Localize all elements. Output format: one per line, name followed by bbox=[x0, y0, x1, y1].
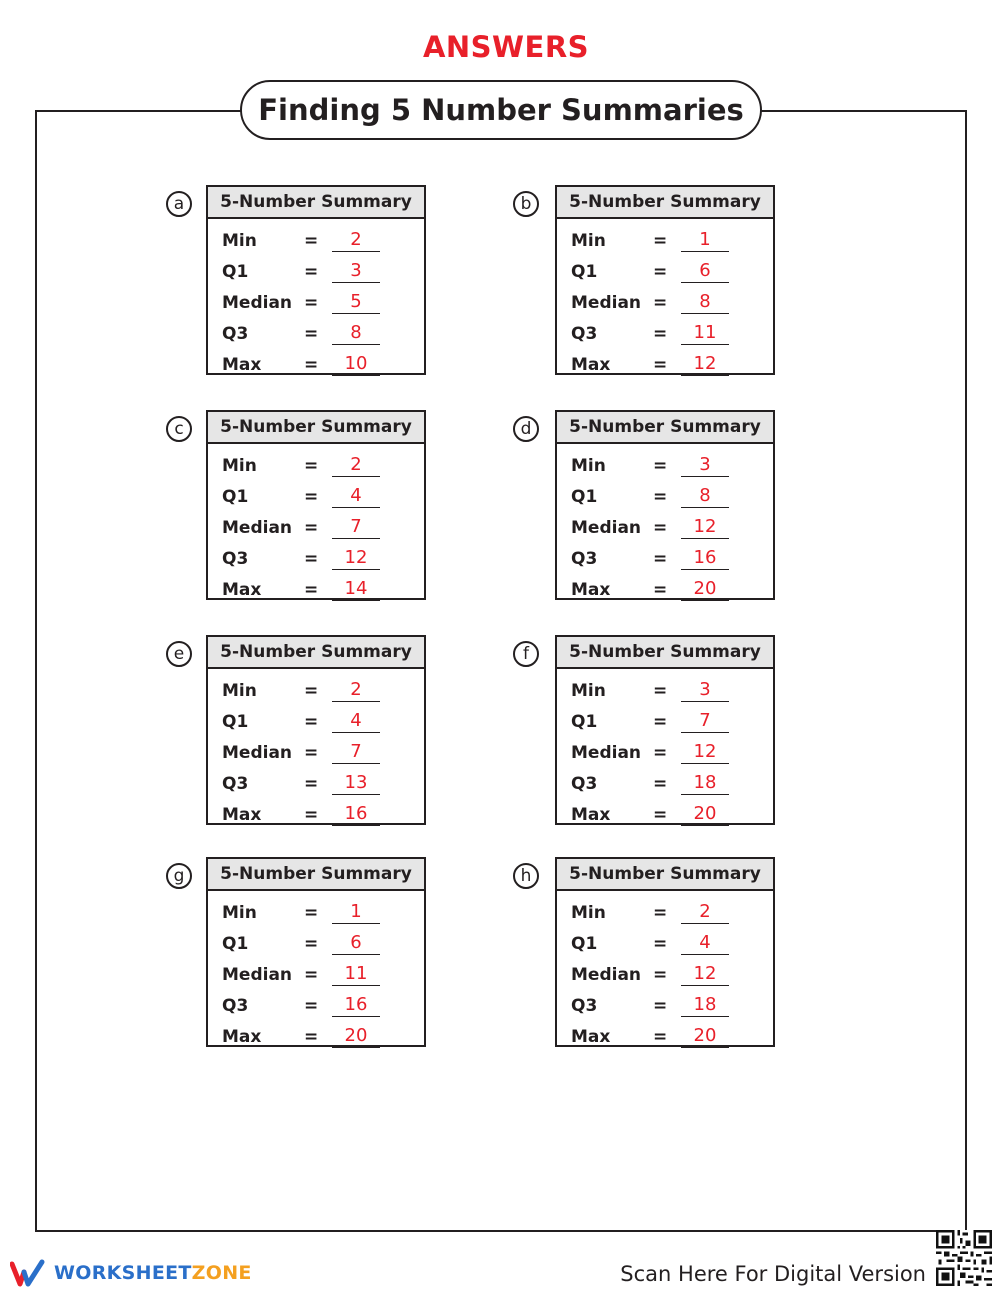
summary-row bbox=[557, 574, 773, 605]
problem-letter: e bbox=[166, 641, 192, 667]
row-label: Min bbox=[222, 903, 257, 923]
summary-row bbox=[208, 287, 424, 318]
equals-sign: = bbox=[653, 456, 668, 476]
scan-caption: Scan Here For Digital Version bbox=[620, 1262, 926, 1286]
answer-value[interactable]: 16 bbox=[332, 803, 380, 826]
answer-value[interactable]: 2 bbox=[332, 229, 380, 252]
problem-letter: d bbox=[513, 416, 539, 442]
row-label: Median bbox=[571, 293, 642, 313]
summary-row bbox=[557, 318, 773, 349]
equals-sign: = bbox=[304, 681, 319, 701]
answer-value[interactable]: 8 bbox=[681, 485, 729, 508]
equals-sign: = bbox=[653, 996, 668, 1016]
equals-sign: = bbox=[653, 293, 668, 313]
summary-row bbox=[208, 481, 424, 512]
problem-letter: g bbox=[166, 863, 192, 889]
row-label: Max bbox=[571, 580, 611, 600]
summary-row bbox=[208, 737, 424, 768]
answer-value[interactable]: 14 bbox=[332, 578, 380, 601]
equals-sign: = bbox=[653, 903, 668, 923]
answer-value[interactable]: 18 bbox=[681, 994, 729, 1017]
summary-row bbox=[557, 990, 773, 1021]
answer-value[interactable]: 11 bbox=[681, 322, 729, 345]
summary-row bbox=[208, 799, 424, 830]
equals-sign: = bbox=[304, 355, 319, 375]
summary-row bbox=[557, 349, 773, 380]
answers-heading: ANSWERS bbox=[422, 30, 590, 64]
summary-row bbox=[557, 1021, 773, 1052]
row-label: Q3 bbox=[222, 549, 249, 569]
equals-sign: = bbox=[304, 231, 319, 251]
equals-sign: = bbox=[304, 580, 319, 600]
row-label: Min bbox=[222, 231, 257, 251]
row-label: Max bbox=[571, 1027, 611, 1047]
answer-value[interactable]: 12 bbox=[681, 516, 729, 539]
summary-row bbox=[557, 799, 773, 830]
row-label: Max bbox=[222, 355, 262, 375]
equals-sign: = bbox=[304, 965, 319, 985]
row-label: Min bbox=[222, 456, 257, 476]
equals-sign: = bbox=[653, 743, 668, 763]
answer-value[interactable]: 7 bbox=[332, 516, 380, 539]
answer-value[interactable]: 12 bbox=[332, 547, 380, 570]
brand-zone: ZONE bbox=[191, 1262, 252, 1284]
equals-sign: = bbox=[653, 1027, 668, 1047]
row-label: Min bbox=[571, 903, 606, 923]
summary-row bbox=[557, 543, 773, 574]
card-title: 5-Number Summary bbox=[557, 412, 773, 444]
summary-row bbox=[557, 287, 773, 318]
equals-sign: = bbox=[653, 518, 668, 538]
summary-card bbox=[206, 635, 426, 825]
problem-letter: a bbox=[166, 191, 192, 217]
card-title: 5-Number Summary bbox=[557, 859, 773, 891]
problem-letter: h bbox=[513, 863, 539, 889]
answer-value[interactable]: 3 bbox=[681, 679, 729, 702]
summary-card bbox=[555, 185, 775, 375]
answer-value[interactable]: 2 bbox=[332, 454, 380, 477]
summary-row bbox=[208, 225, 424, 256]
row-label: Q3 bbox=[571, 996, 598, 1016]
card-title: 5-Number Summary bbox=[208, 859, 424, 891]
summary-row bbox=[208, 768, 424, 799]
answer-value[interactable]: 2 bbox=[681, 901, 729, 924]
summary-row bbox=[208, 1021, 424, 1052]
summary-row bbox=[208, 512, 424, 543]
row-label: Q3 bbox=[571, 549, 598, 569]
worksheet-zone-logo bbox=[10, 1258, 252, 1288]
row-label: Min bbox=[571, 231, 606, 251]
summary-card bbox=[555, 410, 775, 600]
row-label: Median bbox=[222, 965, 293, 985]
summary-row bbox=[557, 512, 773, 543]
summary-card bbox=[555, 635, 775, 825]
equals-sign: = bbox=[653, 805, 668, 825]
worksheet-frame bbox=[35, 110, 967, 1232]
summary-card bbox=[555, 857, 775, 1047]
row-label: Max bbox=[571, 805, 611, 825]
equals-sign: = bbox=[304, 324, 319, 344]
row-label: Q3 bbox=[571, 774, 598, 794]
answer-value[interactable]: 12 bbox=[681, 741, 729, 764]
row-label: Max bbox=[222, 580, 262, 600]
equals-sign: = bbox=[304, 743, 319, 763]
summary-row bbox=[557, 768, 773, 799]
equals-sign: = bbox=[304, 712, 319, 732]
answer-value[interactable]: 20 bbox=[332, 1025, 380, 1048]
row-label: Median bbox=[571, 743, 642, 763]
row-label: Median bbox=[571, 518, 642, 538]
row-label: Min bbox=[222, 681, 257, 701]
summary-card bbox=[206, 410, 426, 600]
equals-sign: = bbox=[653, 487, 668, 507]
card-title: 5-Number Summary bbox=[557, 637, 773, 669]
summary-row bbox=[208, 574, 424, 605]
worksheet-title: Finding 5 Number Summaries bbox=[240, 80, 762, 140]
answer-value[interactable]: 11 bbox=[332, 963, 380, 986]
equals-sign: = bbox=[304, 549, 319, 569]
answer-value[interactable]: 20 bbox=[681, 578, 729, 601]
answer-value[interactable]: 4 bbox=[332, 485, 380, 508]
summary-row bbox=[208, 990, 424, 1021]
summary-card bbox=[206, 185, 426, 375]
equals-sign: = bbox=[304, 774, 319, 794]
answer-value[interactable]: 3 bbox=[332, 260, 380, 283]
summary-card bbox=[206, 857, 426, 1047]
card-title: 5-Number Summary bbox=[557, 187, 773, 219]
summary-row bbox=[208, 256, 424, 287]
row-label: Min bbox=[571, 681, 606, 701]
equals-sign: = bbox=[653, 681, 668, 701]
equals-sign: = bbox=[653, 324, 668, 344]
equals-sign: = bbox=[304, 996, 319, 1016]
answer-value[interactable]: 18 bbox=[681, 772, 729, 795]
row-label: Q1 bbox=[222, 712, 249, 732]
answer-value[interactable]: 20 bbox=[681, 1025, 729, 1048]
answer-value[interactable]: 16 bbox=[332, 994, 380, 1017]
equals-sign: = bbox=[653, 934, 668, 954]
summary-row bbox=[557, 737, 773, 768]
row-label: Q1 bbox=[571, 487, 598, 507]
answer-value[interactable]: 12 bbox=[681, 963, 729, 986]
answer-value[interactable]: 13 bbox=[332, 772, 380, 795]
qr-code-icon[interactable] bbox=[936, 1230, 992, 1286]
row-label: Q1 bbox=[571, 712, 598, 732]
equals-sign: = bbox=[304, 518, 319, 538]
equals-sign: = bbox=[304, 487, 319, 507]
row-label: Q3 bbox=[571, 324, 598, 344]
equals-sign: = bbox=[653, 965, 668, 985]
summary-row bbox=[208, 706, 424, 737]
summary-row bbox=[557, 450, 773, 481]
row-label: Min bbox=[571, 456, 606, 476]
row-label: Q1 bbox=[222, 934, 249, 954]
row-label: Q1 bbox=[222, 262, 249, 282]
answer-value[interactable]: 7 bbox=[332, 741, 380, 764]
answer-value[interactable]: 10 bbox=[332, 353, 380, 376]
equals-sign: = bbox=[653, 712, 668, 732]
row-label: Median bbox=[222, 743, 293, 763]
equals-sign: = bbox=[304, 262, 319, 282]
summary-row bbox=[557, 481, 773, 512]
answer-value[interactable]: 5 bbox=[332, 291, 380, 314]
equals-sign: = bbox=[653, 262, 668, 282]
answer-value[interactable]: 16 bbox=[681, 547, 729, 570]
answer-value[interactable]: 2 bbox=[332, 679, 380, 702]
answer-value[interactable]: 3 bbox=[681, 454, 729, 477]
answer-value[interactable]: 8 bbox=[332, 322, 380, 345]
card-title: 5-Number Summary bbox=[208, 637, 424, 669]
answer-value[interactable]: 20 bbox=[681, 803, 729, 826]
equals-sign: = bbox=[653, 580, 668, 600]
equals-sign: = bbox=[653, 549, 668, 569]
summary-row bbox=[208, 897, 424, 928]
summary-row bbox=[208, 675, 424, 706]
equals-sign: = bbox=[304, 293, 319, 313]
equals-sign: = bbox=[304, 456, 319, 476]
row-label: Max bbox=[222, 805, 262, 825]
answer-value[interactable]: 7 bbox=[681, 710, 729, 733]
answer-value[interactable]: 12 bbox=[681, 353, 729, 376]
answer-value[interactable]: 8 bbox=[681, 291, 729, 314]
answer-value[interactable]: 1 bbox=[332, 901, 380, 924]
row-label: Q1 bbox=[571, 934, 598, 954]
answer-value[interactable]: 4 bbox=[332, 710, 380, 733]
card-title: 5-Number Summary bbox=[208, 187, 424, 219]
worksheet-zone-logo-icon bbox=[10, 1258, 46, 1288]
row-label: Median bbox=[222, 518, 293, 538]
row-label: Q1 bbox=[571, 262, 598, 282]
summary-row bbox=[557, 897, 773, 928]
equals-sign: = bbox=[653, 231, 668, 251]
equals-sign: = bbox=[304, 903, 319, 923]
summary-row bbox=[557, 706, 773, 737]
equals-sign: = bbox=[304, 934, 319, 954]
summary-row bbox=[208, 450, 424, 481]
summary-row bbox=[208, 349, 424, 380]
problem-letter: c bbox=[166, 416, 192, 442]
problem-letter: b bbox=[513, 191, 539, 217]
equals-sign: = bbox=[304, 1027, 319, 1047]
answer-value[interactable]: 1 bbox=[681, 229, 729, 252]
row-label: Max bbox=[571, 355, 611, 375]
equals-sign: = bbox=[304, 805, 319, 825]
answer-value[interactable]: 4 bbox=[681, 932, 729, 955]
summary-row bbox=[208, 318, 424, 349]
summary-row bbox=[557, 928, 773, 959]
problem-letter: f bbox=[513, 641, 539, 667]
summary-row bbox=[208, 928, 424, 959]
summary-row bbox=[208, 959, 424, 990]
row-label: Median bbox=[222, 293, 293, 313]
summary-row bbox=[557, 959, 773, 990]
row-label: Q3 bbox=[222, 774, 249, 794]
row-label: Q3 bbox=[222, 324, 249, 344]
summary-row bbox=[557, 675, 773, 706]
summary-row bbox=[557, 225, 773, 256]
card-title: 5-Number Summary bbox=[208, 412, 424, 444]
summary-row bbox=[208, 543, 424, 574]
equals-sign: = bbox=[653, 774, 668, 794]
summary-row bbox=[557, 256, 773, 287]
answer-value[interactable]: 6 bbox=[332, 932, 380, 955]
equals-sign: = bbox=[653, 355, 668, 375]
brand-worksheet: WORKSHEET bbox=[54, 1262, 192, 1284]
row-label: Max bbox=[222, 1027, 262, 1047]
row-label: Q1 bbox=[222, 487, 249, 507]
answer-value[interactable]: 6 bbox=[681, 260, 729, 283]
row-label: Q3 bbox=[222, 996, 249, 1016]
row-label: Median bbox=[571, 965, 642, 985]
